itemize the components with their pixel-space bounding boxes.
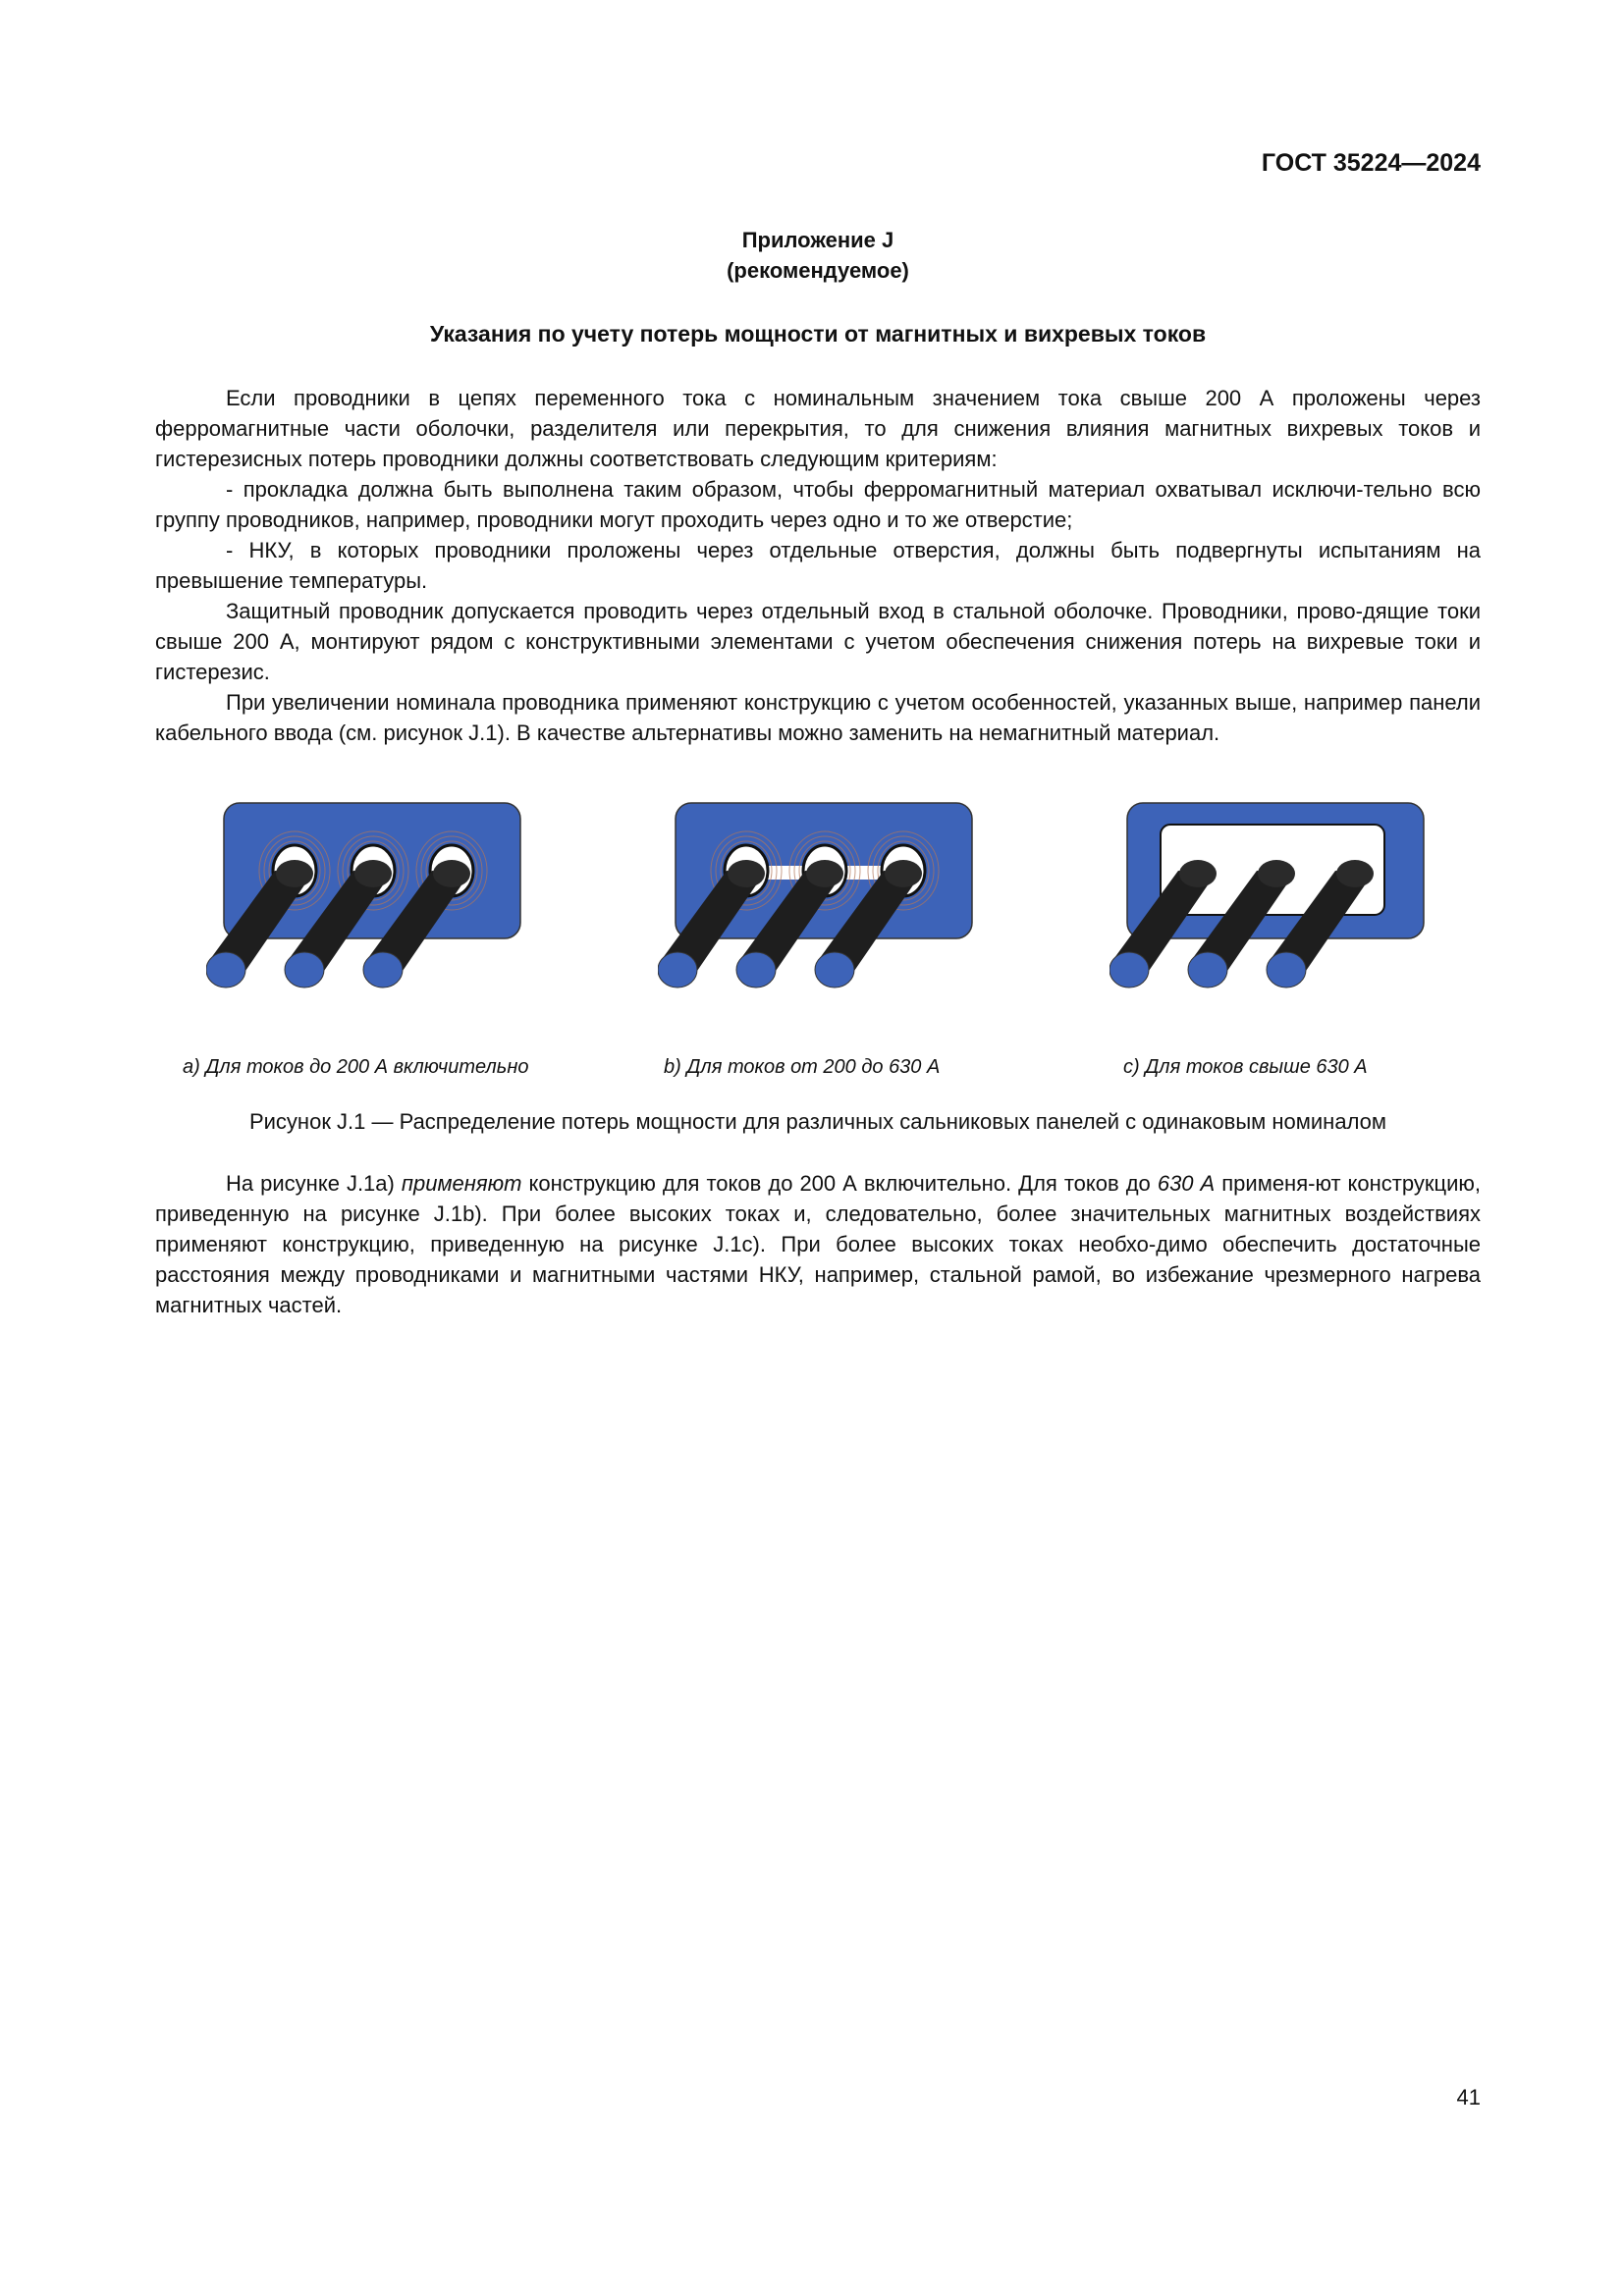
paragraph: - НКУ, в которых проводники проложены через отдельные отверстия, должны быть подвергнуты испытаниям на превышение температуры. <box>155 538 1481 593</box>
cable-end <box>1258 860 1295 887</box>
document-number: ГОСТ 35224—2024 <box>1261 149 1481 177</box>
appendix-status: (рекомендуемое) <box>727 258 909 283</box>
figure-caption-b: b) Для токов от 200 до 630 А <box>664 1056 941 1078</box>
cable-cut-face <box>815 952 854 988</box>
cable-cut-face <box>1110 952 1149 988</box>
cable-end <box>276 860 313 887</box>
cable-cut-face <box>206 952 245 988</box>
cable-cut-face <box>285 952 324 988</box>
text: применя-ют конструкцию, приведенную на рисунке J.1b). При более высоких токах и, следовательно, более значительных магнитных воздействиях применяют конструкцию, приведенную на рисунке J.1c). При более высоких токах необхо-димо обеспечить достаточные расстояния между проводниками и магнитными частями НКУ, например, стальной рамой, во избежание чрезмерного нагрева магнитных частей. <box>155 1171 1481 1317</box>
emphasis: 630 А <box>1157 1171 1216 1196</box>
figure-caption-a: a) Для токов до 200 А включительно <box>183 1056 529 1078</box>
figure-a-separate-holes <box>206 797 530 993</box>
cable-cut-face <box>1267 952 1306 988</box>
final-paragraph <box>155 1168 1481 1320</box>
figure-title: Рисунок J.1 — Распределение потерь мощности для различных сальниковых панелей с одинаковым номиналом <box>248 1109 1387 1134</box>
cable-end <box>354 860 392 887</box>
figure-c-single-opening <box>1110 797 1434 993</box>
paragraph: Защитный проводник допускается проводить через отдельный вход в стальной оболочке. Проводники, прово-дящие токи свыше 200 А, монтируют рядом с конструктивными элементами с учетом обеспечения снижения потерь на вихревые токи и гистерезис. <box>155 599 1481 684</box>
cable-end <box>433 860 470 887</box>
cable-end <box>806 860 843 887</box>
emphasis: применяют <box>401 1171 522 1196</box>
page-number: 41 <box>1456 2085 1481 2109</box>
section-title: Указания по учету потерь мощности от магнитных и вихревых токов <box>429 321 1207 347</box>
cable-cut-face <box>1188 952 1227 988</box>
cable-end <box>885 860 922 887</box>
figure-caption-c: c) Для токов свыше 630 А <box>1123 1056 1368 1078</box>
figure-b-slotted-holes <box>658 797 982 993</box>
intro-text <box>155 383 1481 748</box>
text: На рисунке J.1a) <box>226 1171 402 1196</box>
cable-end <box>1179 860 1217 887</box>
paragraph: Если проводники в цепях переменного тока с номинальным значением тока свыше 200 А проложены через ферромагнитные части оболочки, разделителя или перекрытия, то для снижения влияния магнитных вихревых токов и гистерезисных потерь проводники должны соответствовать следующим критериям: <box>155 386 1481 471</box>
text: конструкцию для токов до 200 А включительно. Для токов до <box>521 1171 1158 1196</box>
cable-cut-face <box>658 952 697 988</box>
cable-end <box>1336 860 1374 887</box>
appendix-title: Приложение J <box>741 228 894 252</box>
paragraph: При увеличении номинала проводника применяют конструкцию с учетом особенностей, указанных выше, например панели кабельного ввода (см. рисунок J.1). В качестве альтернативы можно заменить на немагнитный материал. <box>155 690 1481 745</box>
paragraph: - прокладка должна быть выполнена таким образом, чтобы ферромагнитный материал охватывал исключи-тельно всю группу проводников, например, проводники могут проходить через одно и то же отверстие; <box>155 477 1481 532</box>
cable-cut-face <box>363 952 403 988</box>
cable-cut-face <box>736 952 776 988</box>
cable-end <box>728 860 765 887</box>
